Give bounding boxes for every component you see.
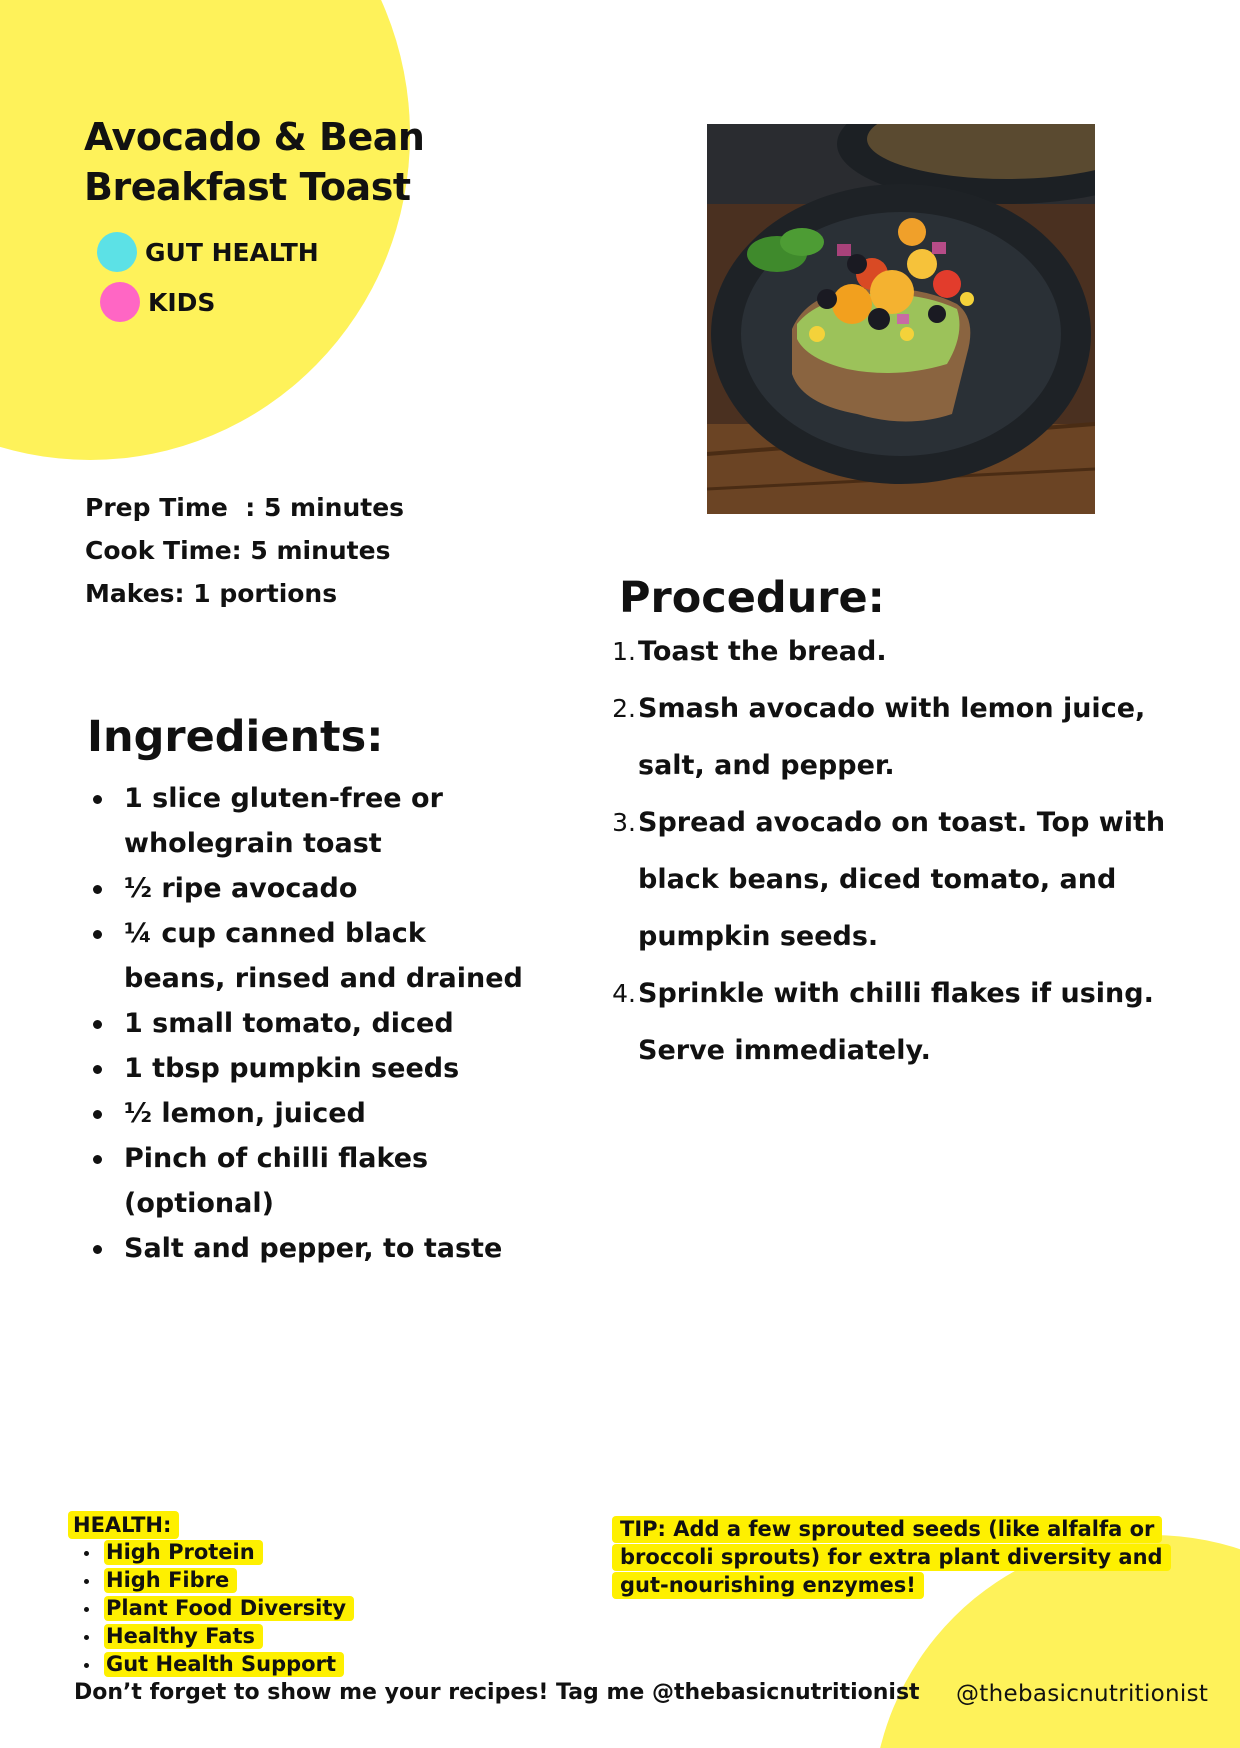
health-list bbox=[68, 1539, 448, 1679]
health-item bbox=[68, 1595, 448, 1623]
procedure-step bbox=[608, 623, 1208, 680]
kids-dot-icon bbox=[100, 282, 140, 322]
health-title: HEALTH: bbox=[68, 1511, 179, 1539]
step-number: 1. bbox=[612, 637, 636, 666]
step-number: 3. bbox=[612, 808, 636, 837]
avocado-toast-photo-icon bbox=[707, 124, 1095, 514]
health-item-label: High Protein bbox=[104, 1540, 263, 1565]
tip-text: TIP: Add a few sprouted seeds (like alfalfa or broccoli sprouts) for extra plant diversity and gut-nourishing enzymes! bbox=[612, 1516, 1171, 1599]
recipe-meta bbox=[85, 486, 404, 615]
health-benefits bbox=[68, 1511, 448, 1679]
step-text: Sprinkle with chilli flakes if using. Serve immediately. bbox=[638, 978, 1154, 1066]
procedure-heading: Procedure: bbox=[619, 573, 885, 623]
tag-kids bbox=[100, 282, 215, 322]
procedure-step bbox=[608, 794, 1208, 965]
ingredient-item: ½ ripe avocado bbox=[88, 866, 528, 911]
ingredient-item: Salt and pepper, to taste bbox=[88, 1226, 528, 1271]
decorative-yellow-blob-top bbox=[0, 0, 410, 460]
health-item bbox=[68, 1623, 448, 1651]
step-text: Toast the bread. bbox=[638, 636, 887, 667]
health-item bbox=[68, 1651, 448, 1679]
tag-label: KIDS bbox=[148, 287, 216, 317]
footer-message: Don’t forget to show me your recipes! Tag me @thebasicnutritionist bbox=[74, 1680, 920, 1705]
step-text: Smash avocado with lemon juice, salt, and pepper. bbox=[638, 693, 1146, 781]
recipe-title: Avocado & Bean Breakfast Toast bbox=[84, 115, 425, 209]
step-number: 2. bbox=[612, 694, 636, 723]
health-item-label: Plant Food Diversity bbox=[104, 1596, 354, 1621]
health-item bbox=[68, 1539, 448, 1567]
ingredient-item: 1 small tomato, diced bbox=[88, 1001, 528, 1046]
tip-box bbox=[612, 1515, 1204, 1599]
procedure-step bbox=[608, 680, 1208, 794]
health-item-label: Gut Health Support bbox=[104, 1652, 344, 1677]
tag-label: GUT HEALTH bbox=[145, 237, 319, 267]
ingredients-heading: Ingredients: bbox=[87, 712, 384, 762]
ingredient-item: ½ lemon, juiced bbox=[88, 1091, 528, 1136]
cook-time: Cook Time: 5 minutes bbox=[85, 536, 391, 565]
health-item bbox=[68, 1567, 448, 1595]
gut-health-dot-icon bbox=[97, 232, 137, 272]
health-item-label: Healthy Fats bbox=[104, 1624, 263, 1649]
prep-time: Prep Time : 5 minutes bbox=[85, 493, 405, 522]
tag-gut-health bbox=[97, 232, 319, 272]
procedure-step bbox=[608, 965, 1208, 1079]
portions: Makes: 1 portions bbox=[85, 579, 338, 608]
health-item-label: High Fibre bbox=[104, 1568, 237, 1593]
ingredients-list bbox=[88, 776, 528, 1271]
ingredient-item: 1 slice gluten-free or wholegrain toast bbox=[88, 776, 528, 866]
ingredient-item: Pinch of chilli flakes (optional) bbox=[88, 1136, 528, 1226]
ingredient-item: 1 tbsp pumpkin seeds bbox=[88, 1046, 528, 1091]
step-text: Spread avocado on toast. Top with black beans, diced tomato, and pumpkin seeds. bbox=[638, 807, 1166, 952]
footer-handle: @thebasicnutritionist bbox=[956, 1681, 1209, 1707]
ingredient-item: ¼ cup canned black beans, rinsed and drained bbox=[88, 911, 528, 1001]
recipe-photo bbox=[707, 124, 1095, 514]
procedure-list bbox=[608, 623, 1208, 1079]
step-number: 4. bbox=[612, 979, 636, 1008]
